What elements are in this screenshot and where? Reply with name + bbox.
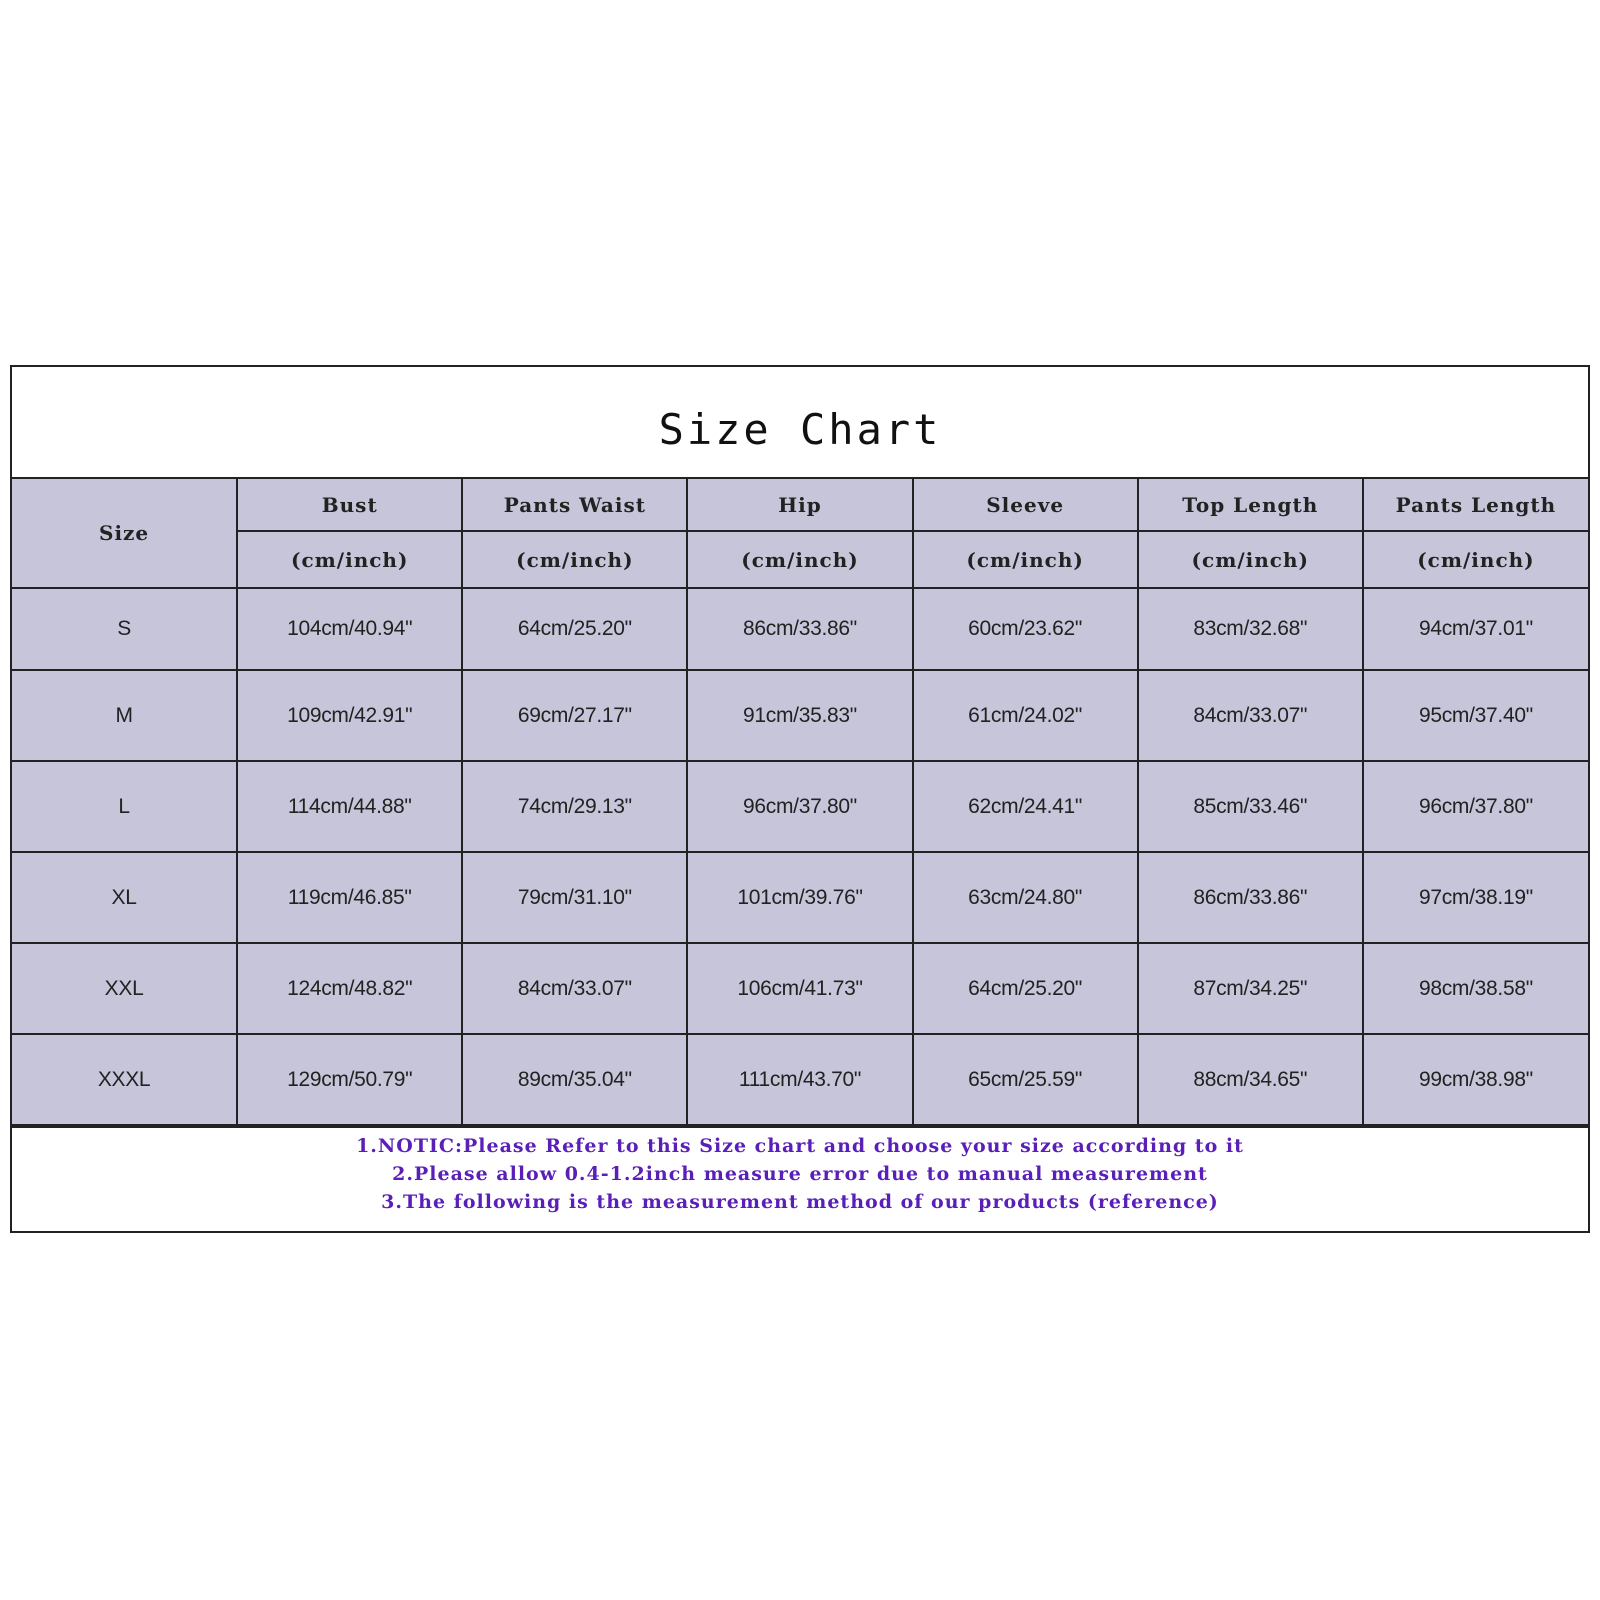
hip-cell: 101cm/39.76" xyxy=(687,852,912,943)
pants-waist-cell: 89cm/35.04" xyxy=(462,1034,687,1125)
note-line: 3.The following is the measurement method of our products (reference) xyxy=(381,1191,1219,1213)
header-bust: Bust xyxy=(237,479,462,531)
size-cell: XXXL xyxy=(12,1034,237,1125)
unit-label: (cm/inch) xyxy=(462,531,687,588)
pants-length-cell: 97cm/38.19" xyxy=(1363,852,1588,943)
unit-label: (cm/inch) xyxy=(913,531,1138,588)
sleeve-cell: 61cm/24.02" xyxy=(913,670,1138,761)
header-hip: Hip xyxy=(687,479,912,531)
sleeve-cell: 60cm/23.62" xyxy=(913,588,1138,670)
pants-waist-cell: 74cm/29.13" xyxy=(462,761,687,852)
table-row xyxy=(12,588,1588,670)
size-cell: M xyxy=(12,670,237,761)
hip-cell: 91cm/35.83" xyxy=(687,670,912,761)
top-length-cell: 86cm/33.86" xyxy=(1138,852,1363,943)
pants-length-cell: 99cm/38.98" xyxy=(1363,1034,1588,1125)
hip-cell: 86cm/33.86" xyxy=(687,588,912,670)
top-length-cell: 84cm/33.07" xyxy=(1138,670,1363,761)
header-row xyxy=(12,479,1588,531)
size-cell: XXL xyxy=(12,943,237,1034)
size-chart xyxy=(10,365,1590,1233)
unit-label: (cm/inch) xyxy=(687,531,912,588)
header-size: Size xyxy=(12,479,237,588)
size-cell: S xyxy=(12,588,237,670)
table-row xyxy=(12,943,1588,1034)
pants-waist-cell: 69cm/27.17" xyxy=(462,670,687,761)
header-top-length: Top Length xyxy=(1138,479,1363,531)
unit-label: (cm/inch) xyxy=(1138,531,1363,588)
pants-length-cell: 94cm/37.01" xyxy=(1363,588,1588,670)
chart-title: Size Chart xyxy=(12,367,1588,479)
note-line: 2.Please allow 0.4-1.2inch measure error due to manual measurement xyxy=(392,1163,1208,1185)
bust-cell: 119cm/46.85" xyxy=(237,852,462,943)
bust-cell: 104cm/40.94" xyxy=(237,588,462,670)
size-cell: XL xyxy=(12,852,237,943)
table-row xyxy=(12,670,1588,761)
pants-waist-cell: 64cm/25.20" xyxy=(462,588,687,670)
pants-waist-cell: 79cm/31.10" xyxy=(462,852,687,943)
unit-label: (cm/inch) xyxy=(237,531,462,588)
hip-cell: 111cm/43.70" xyxy=(687,1034,912,1125)
unit-label: (cm/inch) xyxy=(1363,531,1588,588)
table-row xyxy=(12,761,1588,852)
notes-section xyxy=(12,1126,1588,1218)
pants-length-cell: 95cm/37.40" xyxy=(1363,670,1588,761)
size-table xyxy=(12,479,1588,1126)
sleeve-cell: 65cm/25.59" xyxy=(913,1034,1138,1125)
header-sleeve: Sleeve xyxy=(913,479,1138,531)
top-length-cell: 83cm/32.68" xyxy=(1138,588,1363,670)
pants-length-cell: 96cm/37.80" xyxy=(1363,761,1588,852)
note-line: 1.NOTIC:Please Refer to this Size chart and choose your size according to it xyxy=(356,1135,1244,1157)
sleeve-cell: 62cm/24.41" xyxy=(913,761,1138,852)
pants-length-cell: 98cm/38.58" xyxy=(1363,943,1588,1034)
hip-cell: 96cm/37.80" xyxy=(687,761,912,852)
hip-cell: 106cm/41.73" xyxy=(687,943,912,1034)
top-length-cell: 88cm/34.65" xyxy=(1138,1034,1363,1125)
sleeve-cell: 63cm/24.80" xyxy=(913,852,1138,943)
pants-waist-cell: 84cm/33.07" xyxy=(462,943,687,1034)
bust-cell: 124cm/48.82" xyxy=(237,943,462,1034)
table-row xyxy=(12,1034,1588,1125)
top-length-cell: 87cm/34.25" xyxy=(1138,943,1363,1034)
header-pants-length: Pants Length xyxy=(1363,479,1588,531)
sleeve-cell: 64cm/25.20" xyxy=(913,943,1138,1034)
size-cell: L xyxy=(12,761,237,852)
header-pants-waist: Pants Waist xyxy=(462,479,687,531)
top-length-cell: 85cm/33.46" xyxy=(1138,761,1363,852)
bust-cell: 109cm/42.91" xyxy=(237,670,462,761)
bust-cell: 114cm/44.88" xyxy=(237,761,462,852)
bust-cell: 129cm/50.79" xyxy=(237,1034,462,1125)
unit-row xyxy=(12,531,1588,588)
table-row xyxy=(12,852,1588,943)
